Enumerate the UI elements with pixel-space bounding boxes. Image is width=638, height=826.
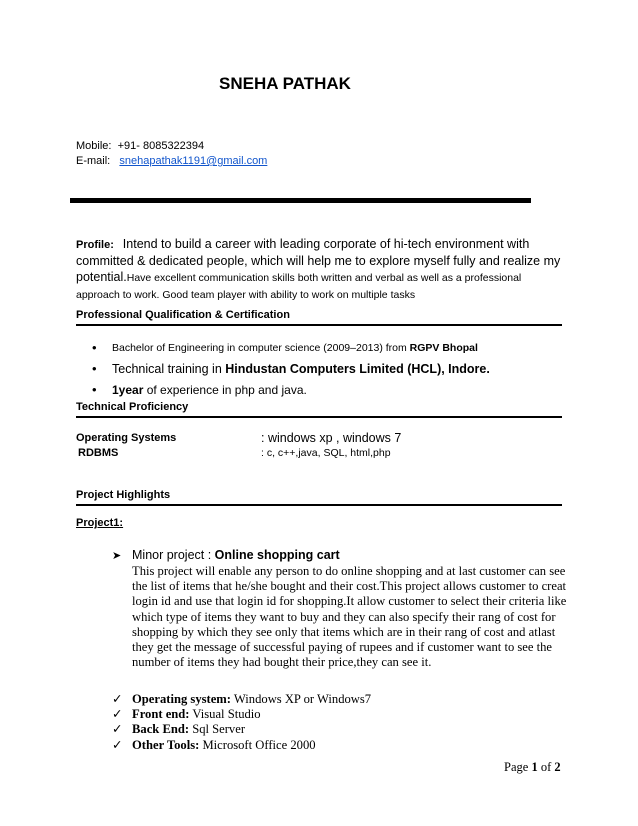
mobile-label: Mobile: xyxy=(76,140,112,152)
tech-value: : windows xp , windows 7 xyxy=(261,431,402,445)
list-item: • Technical training in Hindustan Computers Limited (HCL), Indore. xyxy=(92,361,490,376)
list-item: ✓ Front end: Visual Studio xyxy=(112,707,261,722)
candidate-name: SNEHA PATHAK xyxy=(219,74,351,93)
qualification-heading: Professional Qualification & Certification xyxy=(76,309,562,326)
page-number: Page 1 of 2 xyxy=(504,760,561,774)
email-line xyxy=(76,154,267,169)
check-icon: ✓ xyxy=(112,737,123,752)
technical-heading: Technical Proficiency xyxy=(76,401,562,418)
bullet-icon: • xyxy=(92,361,97,376)
list-item: ✓ Back End: Sql Server xyxy=(112,722,246,737)
mobile-number: +91- 8085322394 xyxy=(117,140,205,152)
minor-project-title: ➤ Minor project : Online shopping cart xyxy=(112,548,340,562)
project-description: This project will enable any person to do online shopping and at last customer can see the list of items that he/she bought and their cost.This project allows customer to creat login id and use that login id for shopping.It allow customer to select their criteria like which type of items they want to buy and they can also specify their rang of cost for shopping by which they see only that items which are in their rang of cost and atlast they get the message of successful paying of rupees and if customer want to see the number of items they had bought their price,they can see it. xyxy=(132,564,567,670)
profile-text-small: Have excellent communication skills both written and verbal as well as a professional approach to work. Good team player with ability to work on multiple tasks xyxy=(76,272,522,301)
contact-block xyxy=(76,139,267,169)
qualification-list xyxy=(92,339,562,402)
email-link[interactable]: snehapathak1191@gmail.com xyxy=(119,155,268,167)
arrow-bullet-icon: ➤ xyxy=(112,550,122,562)
tech-row-rdbms xyxy=(76,447,562,461)
mobile-line xyxy=(76,139,267,154)
profile-text: Intend to build a career with leading corporate of hi-tech environment with committed & dedicated people, which will help me to explore myself fully and realize my potential. xyxy=(76,237,561,284)
tech-key: Operating Systems xyxy=(76,432,177,444)
project-details xyxy=(112,692,371,753)
bullet-icon: • xyxy=(92,340,97,355)
email-label: E-mail: xyxy=(76,155,111,167)
bullet-icon: • xyxy=(92,382,97,397)
project1-label: Project1: xyxy=(76,517,124,529)
list-item: • 1year of experience in php and java. xyxy=(92,382,307,397)
check-icon: ✓ xyxy=(112,707,123,722)
list-item: ✓ Operating system: Windows XP or Windows7 xyxy=(112,692,372,706)
check-icon: ✓ xyxy=(112,692,123,706)
minor-project xyxy=(112,548,568,670)
projects-heading: Project Highlights xyxy=(76,489,562,506)
check-icon: ✓ xyxy=(112,722,123,737)
header-divider xyxy=(70,198,531,203)
tech-value: : c, c++,java, SQL, html,php xyxy=(261,447,391,459)
tech-key: RDBMS xyxy=(78,447,119,459)
profile-label: Profile: xyxy=(76,239,114,251)
list-item: • Bachelor of Engineering in computer science (2009–2013) from RGPV Bhopal xyxy=(92,340,478,355)
profile-section xyxy=(76,236,566,303)
list-item: ✓ Other Tools: Microsoft Office 2000 xyxy=(112,737,316,752)
tech-row-os xyxy=(76,432,562,446)
